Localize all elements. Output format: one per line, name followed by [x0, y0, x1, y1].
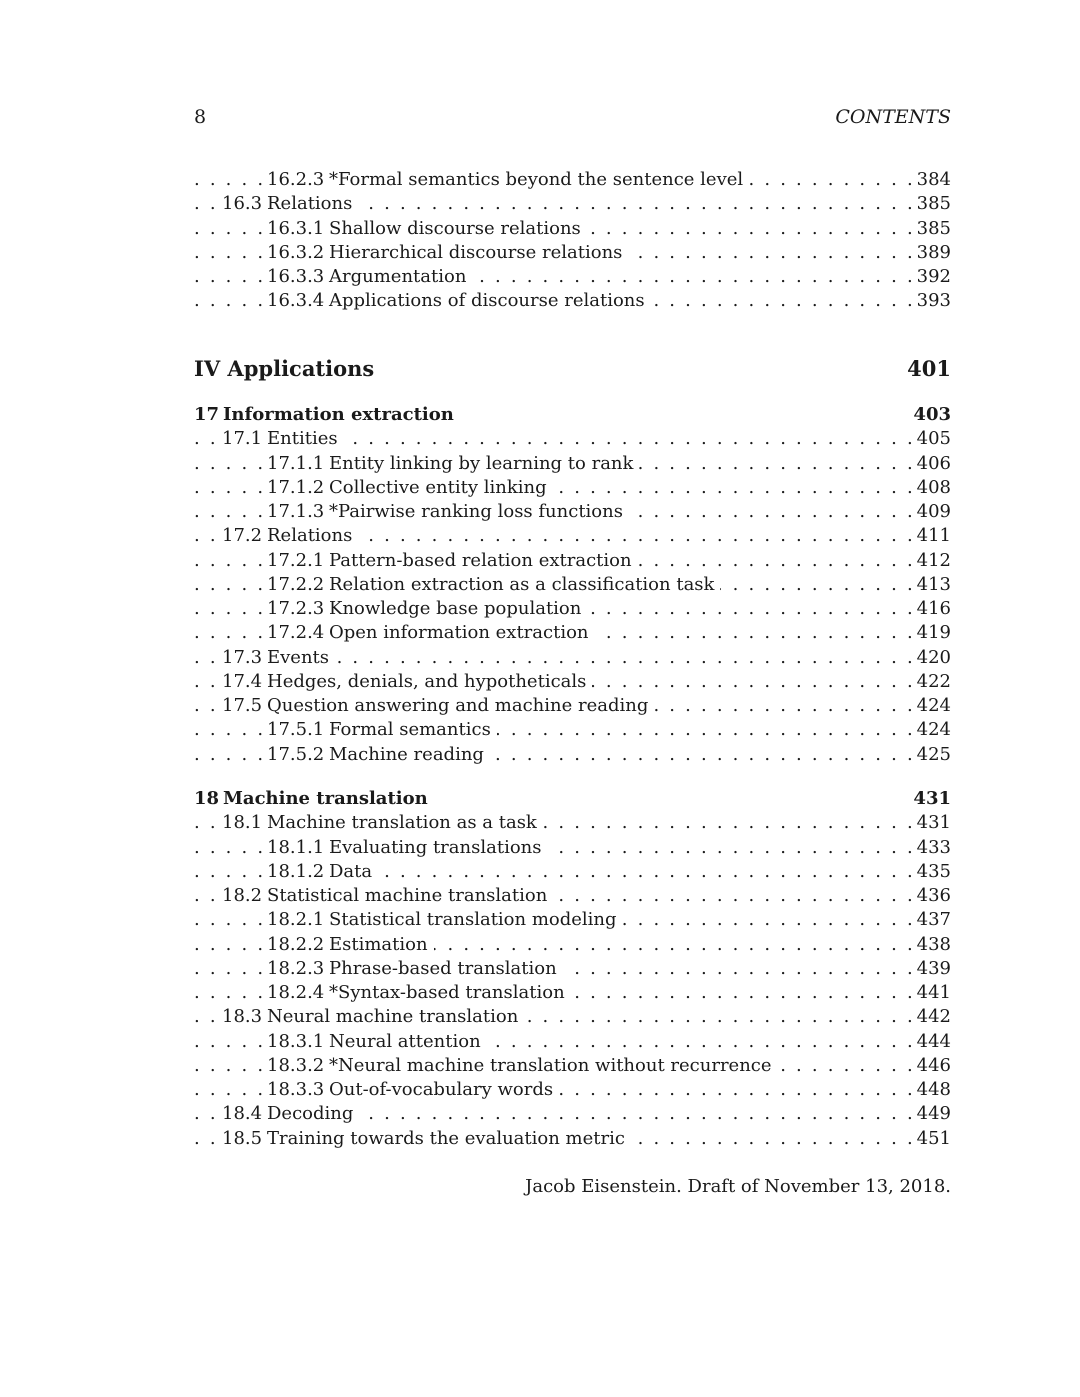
entry-number: 18.2	[222, 885, 263, 906]
entry-title: Knowledge base population	[329, 598, 582, 619]
entry-title: Statistical translation modeling	[329, 909, 617, 931]
entry-number: 17.1.2	[267, 476, 325, 498]
chapter-title: Information extraction	[223, 404, 454, 425]
entry-label	[222, 1005, 524, 1029]
entry-page: 424	[911, 718, 951, 742]
entry-label	[222, 1102, 359, 1126]
entry-number: 17.5	[222, 695, 263, 716]
toc-continued-section	[194, 168, 951, 314]
entry-title: Machine reading	[329, 743, 484, 765]
toc-subsection-entry[interactable]	[194, 217, 951, 241]
entry-title: Data	[329, 860, 373, 882]
entry-page: 424	[911, 694, 951, 718]
entry-number: 16.3.2	[267, 241, 325, 263]
entry-page: 385	[911, 217, 951, 241]
entry-title: Training towards the evaluation metric	[267, 1127, 625, 1149]
toc-subsection-entry[interactable]	[194, 718, 951, 742]
entry-title: Hierarchical discourse relations	[329, 241, 623, 263]
page-number: 8	[194, 106, 207, 128]
toc-subsection-entry[interactable]	[194, 500, 951, 524]
entry-label	[267, 549, 638, 573]
entry-number: 17.1.1	[267, 452, 325, 474]
entry-label	[267, 981, 571, 1005]
entry-title: Machine translation as a task	[267, 812, 537, 834]
entry-label	[267, 621, 595, 645]
entry-number: 16.3	[222, 193, 263, 215]
entry-number: 16.2.3	[267, 169, 325, 190]
toc-section-entry[interactable]	[194, 1102, 951, 1126]
entry-page: 448	[911, 1078, 951, 1102]
entry-label	[267, 860, 378, 884]
entry-title: Applications of discourse relations	[329, 290, 645, 312]
entry-label	[267, 908, 623, 932]
entry-title: Events	[267, 646, 330, 668]
part-page: 401	[907, 356, 951, 381]
entry-page: 435	[911, 860, 951, 884]
entry-page: 436	[911, 884, 951, 908]
entry-page: 385	[911, 192, 951, 216]
toc-subsection-entry[interactable]	[194, 289, 951, 313]
entry-number: 17.5.2	[267, 743, 325, 765]
entry-title: Question answering and machine reading	[267, 695, 649, 716]
entry-label	[222, 694, 654, 718]
chapter-number: 18	[194, 788, 220, 809]
entry-page: 384	[911, 168, 951, 192]
entry-label	[267, 573, 720, 597]
entry-label	[267, 836, 548, 860]
entry-number: 17.2.3	[267, 598, 325, 619]
toc-subsection-entry[interactable]	[194, 957, 951, 981]
entry-page: 420	[911, 646, 951, 670]
entry-title: Argumentation	[329, 266, 467, 287]
entry-page: 406	[911, 452, 951, 476]
entry-number: 18.3.1	[267, 1030, 325, 1052]
entry-label	[222, 524, 358, 548]
toc-section-entry[interactable]	[194, 646, 951, 670]
entry-page: 408	[911, 476, 951, 500]
entry-label	[267, 265, 472, 289]
entry-number: 18.2.2	[267, 933, 325, 955]
entry-title: Relation extraction as a classification task	[329, 573, 715, 595]
entry-number: 16.3.3	[267, 266, 325, 287]
chapter-page: 431	[913, 788, 951, 809]
entry-title: Evaluating translations	[329, 836, 542, 858]
toc-subsection-entry[interactable]	[194, 1030, 951, 1054]
entry-title: Out-of-vocabulary words	[329, 1079, 554, 1100]
toc-subsection-entry[interactable]	[194, 981, 951, 1005]
entry-title: Formal semantics	[329, 719, 491, 741]
entry-label	[267, 1054, 778, 1078]
entry-number: 17.2.4	[267, 622, 325, 644]
entry-label	[222, 1127, 631, 1151]
entry-label	[222, 811, 543, 835]
toc-subsection-entry[interactable]	[194, 241, 951, 265]
toc-section-entry[interactable]	[194, 427, 951, 451]
entry-title: Collective entity linking	[329, 476, 547, 498]
entry-page: 419	[911, 621, 951, 645]
entry-title: *Formal semantics beyond the sentence level	[329, 169, 744, 190]
entry-number: 18.3	[222, 1006, 263, 1028]
entry-number: 18.4	[222, 1103, 263, 1125]
entry-page: 411	[911, 524, 951, 548]
entry-label	[267, 1030, 487, 1054]
entry-page: 441	[911, 981, 951, 1005]
toc-chapter-entry[interactable]	[194, 403, 951, 427]
entry-number: 18.2.1	[267, 909, 325, 931]
entry-title: Statistical machine translation	[267, 885, 548, 906]
toc-chapter-18	[194, 787, 951, 1151]
entry-number: 18.1.1	[267, 836, 325, 858]
entry-page: 446	[911, 1054, 951, 1078]
entry-number: 18.2.3	[267, 957, 325, 979]
entry-page: 433	[911, 836, 951, 860]
toc-section-entry[interactable]	[194, 884, 951, 908]
entry-title: Estimation	[329, 933, 428, 955]
toc-section-entry[interactable]	[194, 192, 951, 216]
entry-title: Neural machine translation	[267, 1006, 519, 1028]
entry-number: 17.1	[222, 428, 263, 450]
entry-page: 389	[911, 241, 951, 265]
entry-number: 17.1.3	[267, 501, 325, 522]
toc-subsection-entry[interactable]	[194, 573, 951, 597]
toc-subsection-entry[interactable]	[194, 1054, 951, 1078]
toc-chapter-17	[194, 403, 951, 767]
entry-title: Hedges, denials, and hypotheticals	[267, 670, 587, 692]
entry-label	[267, 597, 587, 621]
toc-subsection-entry[interactable]	[194, 597, 951, 621]
entry-label	[267, 1078, 559, 1102]
entry-number: 18.1	[222, 812, 263, 834]
toc-subsection-entry[interactable]	[194, 549, 951, 573]
entry-page: 438	[911, 933, 951, 957]
toc-section-entry[interactable]	[194, 811, 951, 835]
chapter-number: 17	[194, 404, 220, 425]
page-footer: Jacob Eisenstein. Draft of November 13, 2018.	[525, 1176, 951, 1197]
toc-subsection-entry[interactable]	[194, 743, 951, 767]
entry-number: 16.3.1	[267, 217, 325, 239]
entry-title: *Syntax-based translation	[329, 982, 565, 1003]
entry-number: 18.3.3	[267, 1079, 325, 1100]
entry-number: 18.3.2	[267, 1054, 325, 1076]
entry-page: 449	[911, 1102, 951, 1126]
entry-number: 18.5	[222, 1127, 263, 1149]
entry-label	[267, 743, 490, 767]
entry-title: Relations	[267, 193, 353, 215]
entry-label	[267, 476, 553, 500]
entry-page: 409	[911, 500, 951, 524]
chapter-page: 403	[913, 404, 951, 425]
entry-title: Pattern-based relation extraction	[329, 549, 632, 571]
entry-label	[267, 241, 628, 265]
toc-section-entry[interactable]	[194, 670, 951, 694]
entry-label	[267, 217, 587, 241]
entry-page: 405	[911, 427, 951, 451]
toc-section-entry[interactable]	[194, 524, 951, 548]
entry-title: Entity linking by learning to rank	[329, 452, 634, 474]
part-title: IV Applications	[194, 356, 375, 381]
entry-label	[267, 500, 629, 524]
toc-subsection-entry[interactable]	[194, 933, 951, 957]
entry-label	[222, 192, 358, 216]
entry-label	[222, 884, 553, 908]
entry-page: 412	[911, 549, 951, 573]
entry-number: 17.5.1	[267, 719, 325, 741]
toc-subsection-entry[interactable]	[194, 452, 951, 476]
entry-title: Shallow discourse relations	[329, 217, 581, 239]
entry-page: 451	[911, 1127, 951, 1151]
entry-page: 442	[911, 1005, 951, 1029]
toc-section-entry[interactable]	[194, 694, 951, 718]
toc-subsection-entry[interactable]	[194, 168, 951, 192]
entry-title: Open information extraction	[329, 622, 589, 644]
entry-page: 439	[911, 957, 951, 981]
toc-subsection-entry[interactable]	[194, 860, 951, 884]
entry-number: 17.3	[222, 646, 263, 668]
entry-label	[267, 289, 651, 313]
entry-title: Phrase-based translation	[329, 957, 557, 979]
entry-page: 422	[911, 670, 951, 694]
entry-page: 393	[911, 289, 951, 313]
entry-page: 425	[911, 743, 951, 767]
entry-title: *Pairwise ranking loss functions	[329, 501, 623, 522]
toc-subsection-entry[interactable]	[194, 265, 951, 289]
entry-label	[222, 646, 335, 670]
page-header	[194, 106, 951, 132]
entry-number: 16.3.4	[267, 290, 325, 312]
entry-label	[267, 933, 434, 957]
toc-chapter-entry[interactable]	[194, 787, 951, 811]
entry-title: Decoding	[267, 1103, 354, 1125]
entry-label	[267, 957, 563, 981]
toc-section-entry[interactable]	[194, 1005, 951, 1029]
toc-section-entry[interactable]	[194, 1127, 951, 1151]
entry-label	[267, 452, 639, 476]
entry-page: 437	[911, 908, 951, 932]
entry-number: 17.2.2	[267, 573, 325, 595]
toc-subsection-entry[interactable]	[194, 908, 951, 932]
entry-label	[267, 718, 497, 742]
entry-label	[222, 427, 344, 451]
entry-page: 413	[911, 573, 951, 597]
entry-title: Neural attention	[329, 1030, 481, 1052]
entry-number: 18.1.2	[267, 860, 325, 882]
entry-number: 17.2.1	[267, 549, 325, 571]
entry-label	[267, 168, 749, 192]
entry-number: 17.4	[222, 670, 263, 692]
chapter-title: Machine translation	[223, 788, 428, 809]
toc-subsection-entry[interactable]	[194, 621, 951, 645]
toc-subsection-entry[interactable]	[194, 836, 951, 860]
entry-label	[222, 670, 592, 694]
entry-page: 392	[911, 265, 951, 289]
entry-title: *Neural machine translation without recurrence	[329, 1054, 772, 1076]
entry-number: 17.2	[222, 525, 263, 547]
part-heading[interactable]	[194, 356, 951, 386]
entry-page: 431	[911, 811, 951, 835]
entry-title: Relations	[267, 525, 353, 547]
entry-title: Entities	[267, 428, 338, 450]
entry-page: 416	[911, 597, 951, 621]
entry-page: 444	[911, 1030, 951, 1054]
toc-subsection-entry[interactable]	[194, 476, 951, 500]
toc-subsection-entry[interactable]	[194, 1078, 951, 1102]
running-title: CONTENTS	[835, 106, 951, 128]
entry-number: 18.2.4	[267, 982, 325, 1003]
